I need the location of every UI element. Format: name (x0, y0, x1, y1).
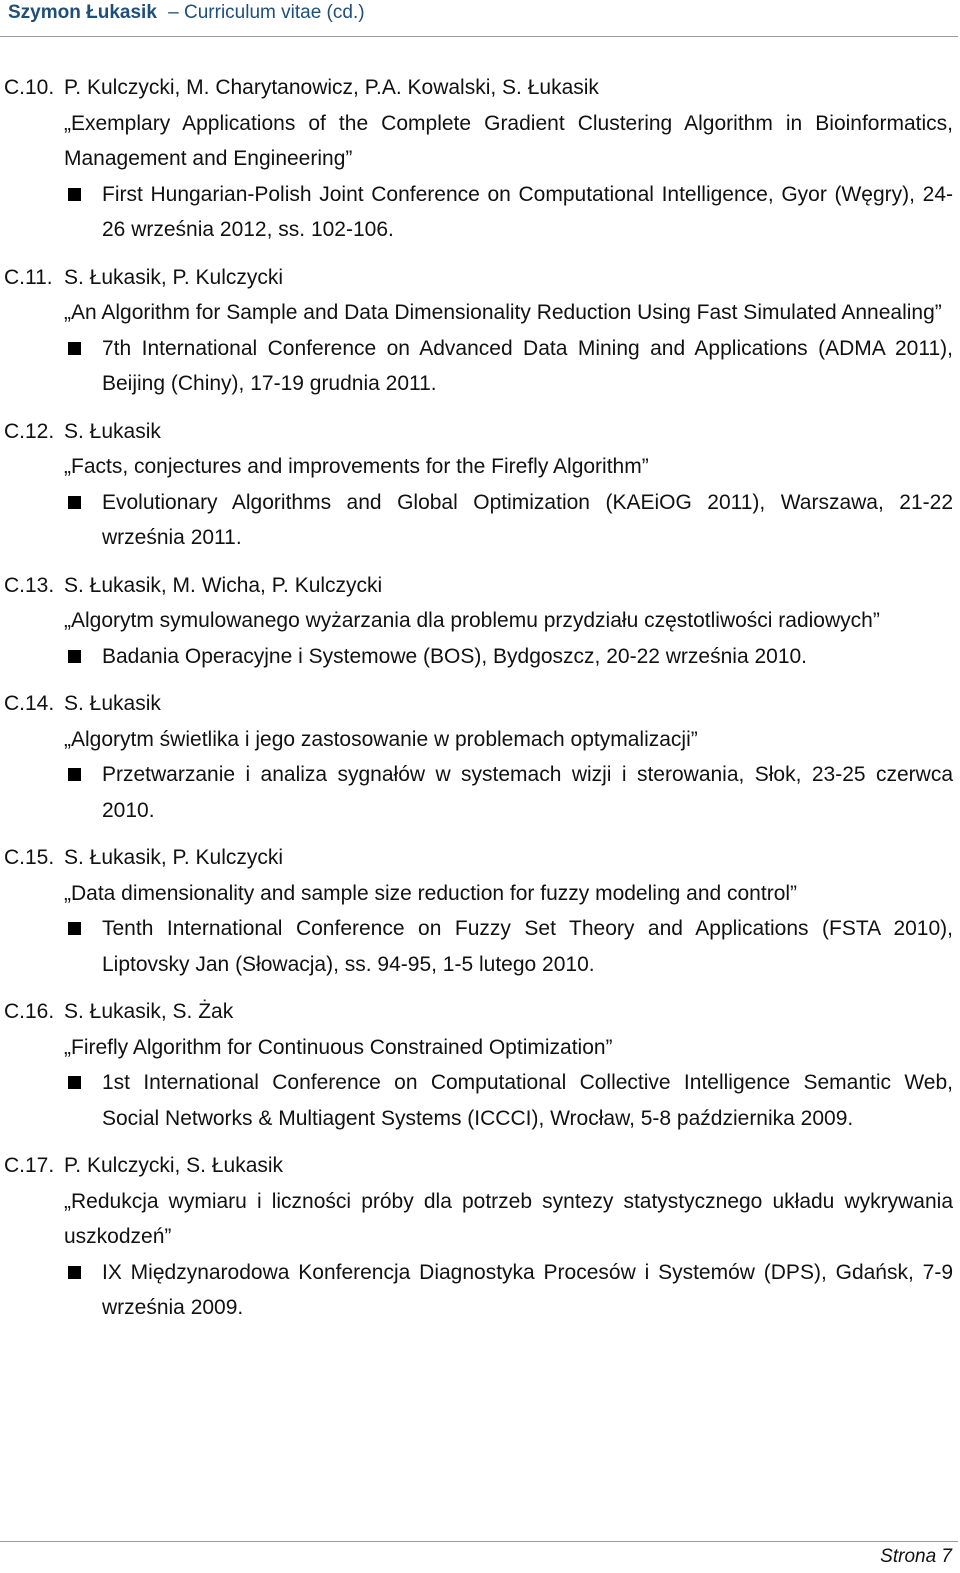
entry-title: „Data dimensionality and sample size reduction for fuzzy modeling and control” (64, 881, 798, 905)
publication-entry (0, 994, 960, 1136)
header-divider (0, 36, 958, 37)
entry-venue (102, 1065, 953, 1136)
entry-number: C.15. (4, 846, 55, 869)
entry-venue (102, 177, 953, 248)
entry-venue (102, 1255, 953, 1326)
entry-title: „An Algorithm for Sample and Data Dimensionality Reduction Using Fast Simulated Annealing” (64, 301, 942, 324)
entry-venue (102, 911, 953, 982)
publication-entry (0, 70, 960, 248)
entry-number: C.10. (4, 76, 55, 99)
publication-entry (0, 1148, 960, 1326)
square-bullet-icon (68, 1266, 81, 1279)
entry-number: C.11. (4, 265, 53, 289)
entry-title: „Redukcja wymiaru i liczności próby dla potrzeb syntezy statystycznego układu wykrywania uszkodzeń” (64, 1189, 953, 1248)
entry-number: C.13. (4, 573, 55, 597)
publication-entry (0, 840, 960, 982)
square-bullet-icon (68, 768, 81, 781)
entry-venue (102, 639, 953, 675)
entry-number: C.17. (4, 1154, 55, 1177)
entry-venue (102, 485, 953, 556)
square-bullet-icon (68, 188, 81, 201)
entry-authors: S. Łukasik (64, 419, 161, 443)
entry-title: „Algorytm symulowanego wyżarzania dla problemu przydziału częstotliwości radiowych” (64, 609, 880, 632)
entry-venue (102, 331, 953, 402)
entry-authors: S. Łukasik (64, 692, 161, 715)
entry-title: „Facts, conjectures and improvements for the Firefly Algorithm” (64, 455, 649, 478)
publication-entry (0, 568, 960, 675)
entry-venue-text: 1st International Conference on Computational Collective Intelligence Semantic Web, Social Networks & Multiagent Systems (ICCCI), Wrocław, 5-8 października 2009. (102, 1071, 953, 1130)
document-subtitle: – Curriculum vitae (cd.) (168, 2, 365, 23)
entry-authors: P. Kulczycki, M. Charytanowicz, P.A. Kowalski, S. Łukasik (64, 76, 599, 99)
footer-divider (0, 1541, 958, 1542)
entry-venue-text: First Hungarian-Polish Joint Conference on Computational Intelligence, Gyor (Węgry), 24-26 września 2012, ss. 102-106. (102, 182, 953, 241)
publication-entry (0, 260, 960, 402)
entry-venue-text: Badania Operacyjne i Systemowe (BOS), Bydgoszcz, 20-22 września 2010. (102, 644, 808, 668)
entry-title: „Algorytm świetlika i jego zastosowanie w problemach optymalizacji” (64, 727, 698, 751)
entry-number: C.12. (4, 419, 55, 443)
page-number: Strona 7 (880, 1546, 952, 1567)
square-bullet-icon (68, 922, 81, 935)
entry-title: „Exemplary Applications of the Complete Gradient Clustering Algorithm in Bioinformatics, Management and Engineering” (64, 111, 953, 170)
square-bullet-icon (68, 342, 81, 355)
page-header (8, 0, 365, 26)
square-bullet-icon (68, 650, 81, 663)
entry-authors: S. Łukasik, S. Żak (64, 1000, 234, 1023)
publication-entry (0, 414, 960, 556)
entry-venue (102, 757, 953, 828)
publication-list (0, 70, 960, 1338)
entry-authors: S. Łukasik, P. Kulczycki (64, 846, 284, 869)
entry-number: C.14. (4, 692, 55, 715)
entry-venue-text: Evolutionary Algorithms and Global Optimization (KAEiOG 2011), Warszawa, 21-22 września 2011. (102, 490, 953, 549)
entry-authors: P. Kulczycki, S. Łukasik (64, 1154, 284, 1177)
entry-authors: S. Łukasik, P. Kulczycki (64, 265, 284, 289)
author-name: Szymon Łukasik (8, 2, 157, 23)
entry-venue-text: 7th International Conference on Advanced Data Mining and Applications (ADMA 2011), Beijing (Chiny), 17-19 grudnia 2011. (102, 336, 953, 395)
square-bullet-icon (68, 1076, 81, 1089)
publication-entry (0, 686, 960, 828)
entry-venue-text: Tenth International Conference on Fuzzy Set Theory and Applications (FSTA 2010), Liptovsky Jan (Słowacja), ss. 94-95, 1-5 lutego 2010. (102, 917, 953, 976)
entry-venue-text: Przetwarzanie i analiza sygnałów w systemach wizji i sterowania, Słok, 23-25 czerwca 2010. (102, 763, 953, 822)
square-bullet-icon (68, 496, 81, 509)
entry-venue-text: IX Międzynarodowa Konferencja Diagnostyka Procesów i Systemów (DPS), Gdańsk, 7-9 września 2009. (102, 1260, 953, 1319)
entry-number: C.16. (4, 1000, 55, 1023)
entry-title: „Firefly Algorithm for Continuous Constrained Optimization” (64, 1035, 613, 1059)
entry-authors: S. Łukasik, M. Wicha, P. Kulczycki (64, 573, 383, 597)
